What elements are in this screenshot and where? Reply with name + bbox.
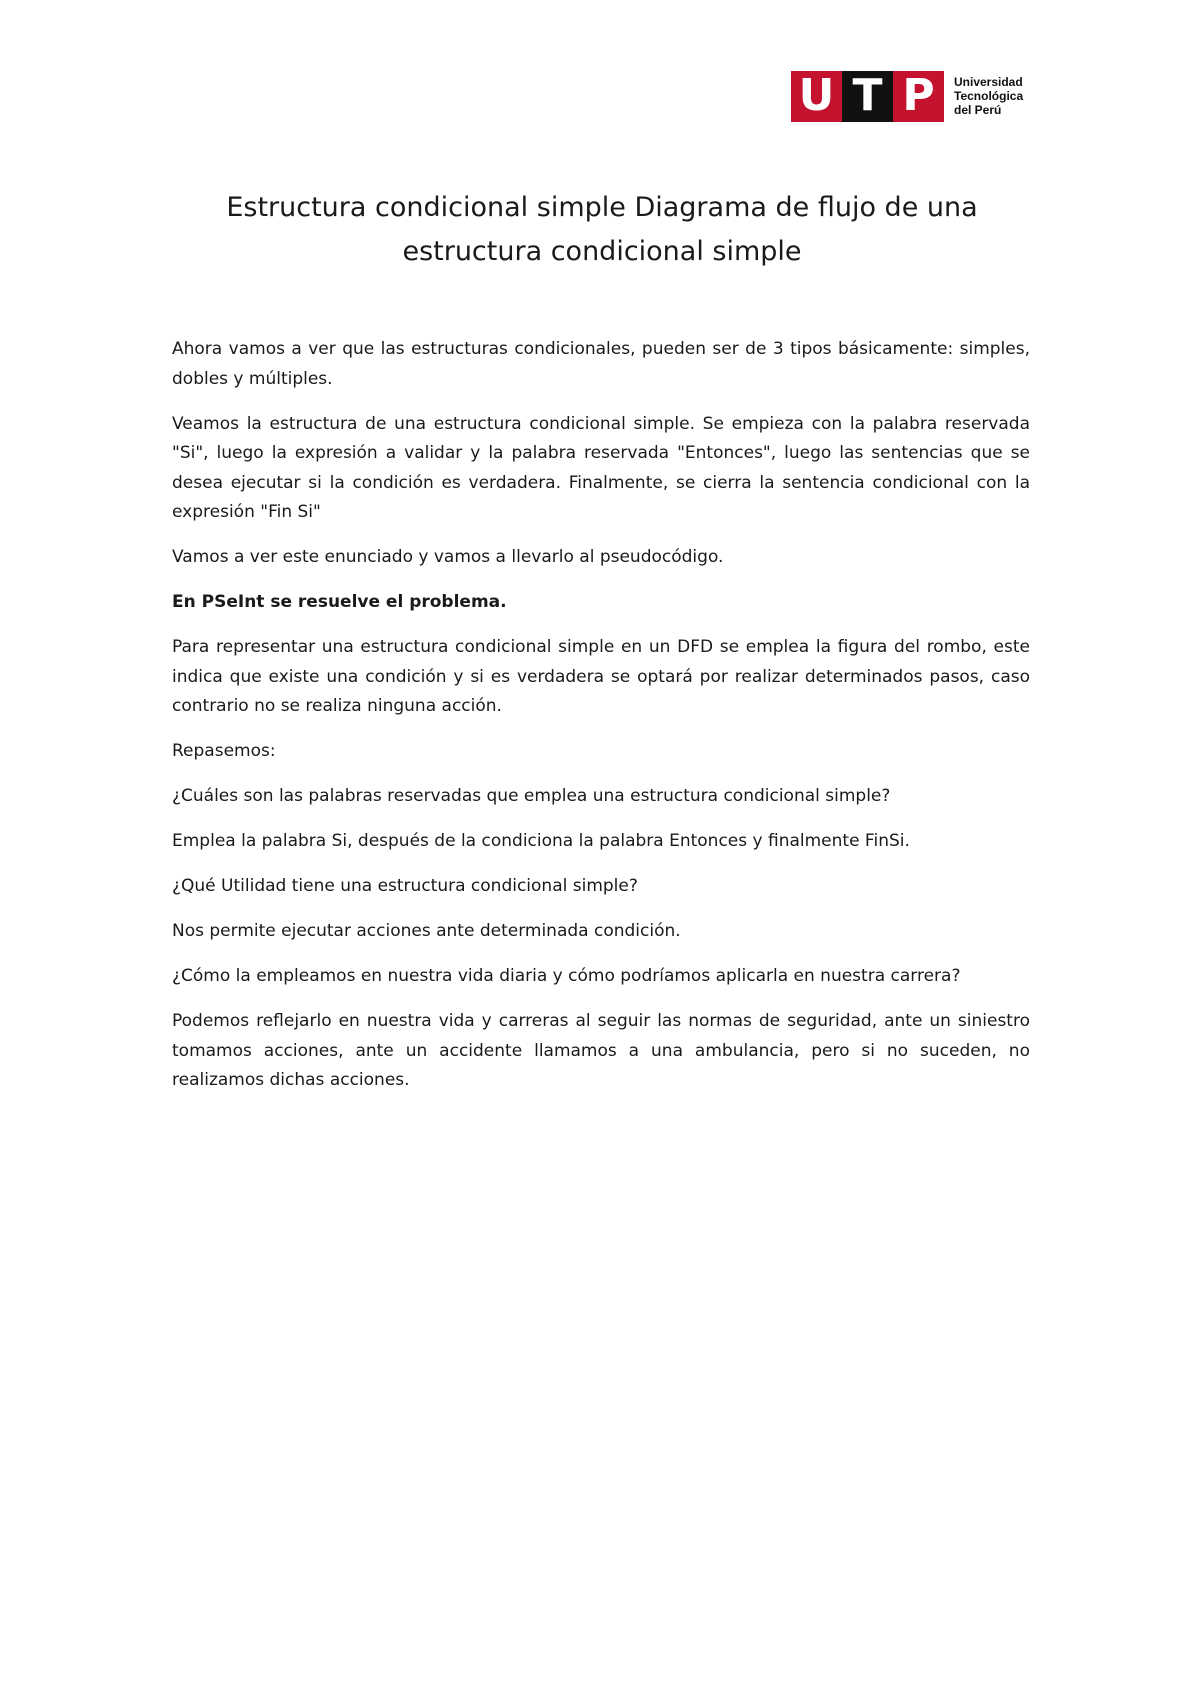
- logo-letter-u: U: [791, 71, 842, 122]
- paragraph-intro: Ahora vamos a ver que las estructuras condicionales, pueden ser de 3 tipos básicamente: simples, dobles y múltiples.: [172, 339, 1030, 389]
- paragraph-pseint: En PSeInt se resuelve el problema.: [172, 592, 507, 612]
- question-utility: ¿Qué Utilidad tiene una estructura condicional simple?: [172, 876, 638, 896]
- logo-letter-t: T: [842, 71, 893, 122]
- paragraph-dfd: Para representar una estructura condicional simple en un DFD se emplea la figura del rombo, este indica que existe una condición y si es verdadera se optará por realizar determinados pasos, caso contrario no se realiza ninguna acción.: [172, 637, 1030, 716]
- question-reserved-words: ¿Cuáles son las palabras reservadas que emplea una estructura condicional simple?: [172, 786, 891, 806]
- document-body: [172, 335, 1030, 1111]
- answer-utility: Nos permite ejecutar acciones ante determinada condición.: [172, 921, 681, 941]
- logo-letter-blocks: [791, 71, 944, 122]
- logo-institution-name: [954, 75, 1023, 117]
- document-title-line-1: Estructura condicional simple Diagrama de flujo de una: [226, 192, 978, 223]
- logo-text-line-2: Tecnológica: [954, 89, 1024, 103]
- document-title: [172, 186, 1032, 274]
- document-title-line-2: estructura condicional simple: [402, 236, 802, 267]
- paragraph-structure-explanation: Veamos la estructura de una estructura condicional simple. Se empieza con la palabra reservada "Si", luego la expresión a validar y la palabra reservada "Entonces", luego las sentencias que se desea ejecutar si la condición es verdadera. Finalmente, se cierra la sentencia condicional con la expresión "Fin Si": [172, 413, 1030, 522]
- question-daily-life: ¿Cómo la empleamos en nuestra vida diaria y cómo podríamos aplicarla en nuestra carrera?: [172, 966, 961, 986]
- logo-text-line-3: del Perú: [954, 103, 1002, 117]
- logo-text-line-1: Universidad: [954, 75, 1023, 89]
- paragraph-pseudocode: Vamos a ver este enunciado y vamos a llevarlo al pseudocódigo.: [172, 547, 724, 567]
- utp-logo: [791, 71, 1023, 121]
- answer-reserved-words: Emplea la palabra Si, después de la condiciona la palabra Entonces y finalmente FinSi.: [172, 831, 910, 851]
- answer-daily-life: Podemos reflejarlo en nuestra vida y carreras al seguir las normas de seguridad, ante un siniestro tomamos acciones, ante un accidente llamamos a una ambulancia, pero si no suceden, no realizamos dichas acciones.: [172, 1011, 1030, 1090]
- paragraph-review-heading: Repasemos:: [172, 741, 276, 761]
- logo-letter-p: P: [893, 71, 944, 122]
